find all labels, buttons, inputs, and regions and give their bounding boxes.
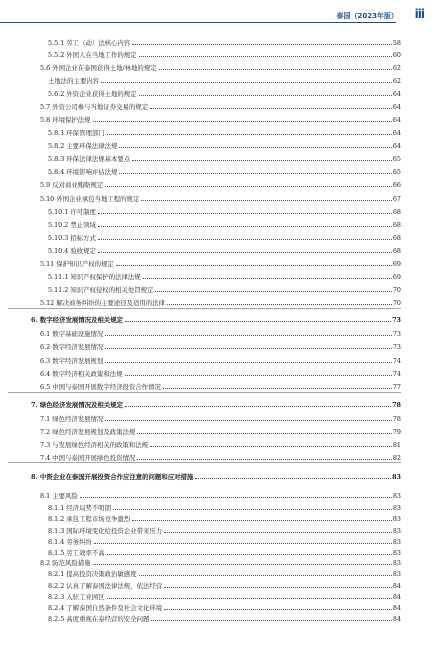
toc-entry-label: 5.12 解决商务纠纷的主要途径及适用的法律 <box>40 299 165 307</box>
toc-entry-label: 5.8.2 主要环保法律法规 <box>48 142 118 150</box>
toc-entry-label: 8.2.4 了解泰国自然条件及社会文化环境 <box>48 604 163 612</box>
dot-leader <box>137 432 392 434</box>
dot-leader <box>164 608 392 610</box>
toc-entry-page: 74 <box>392 370 401 378</box>
toc-entry-page: 66 <box>392 181 401 189</box>
header-rule <box>0 22 396 23</box>
toc-entry[interactable] <box>40 101 401 111</box>
dot-leader <box>105 185 392 187</box>
dot-leader <box>167 303 392 305</box>
toc-entry[interactable] <box>40 381 401 391</box>
toc-entry-page: 62 <box>392 77 401 85</box>
dot-leader <box>80 496 392 498</box>
dot-leader <box>116 264 392 266</box>
toc-entry-label: 8.1 主要风险 <box>40 492 78 500</box>
toc-entry-label: 8.1.3 国际环境变化给投资企业带来压力 <box>48 527 163 535</box>
toc-entry-page: 69 <box>392 273 401 281</box>
page-number: iii <box>414 7 424 21</box>
toc-entry[interactable] <box>40 328 401 338</box>
toc-entry[interactable] <box>48 502 401 512</box>
toc-entry-label: 8.1.1 经济局势不明朗 <box>48 504 112 512</box>
toc-entry-page: 83 <box>392 473 401 481</box>
toc-entry-label: 5.11.2 知识产权侵权的相关处罚规定 <box>48 286 154 294</box>
toc-entry-label: 5.11 保护知识产权的规定 <box>40 260 114 268</box>
toc-entry[interactable] <box>40 413 401 423</box>
dot-leader <box>107 597 392 599</box>
toc-entry-page: 70 <box>392 299 401 307</box>
toc-entry-label: 6.1 数字基础设施情况 <box>40 330 104 338</box>
dot-leader <box>101 81 392 83</box>
toc-entry[interactable] <box>48 232 401 242</box>
dot-leader <box>113 508 392 510</box>
toc-entry-label: 8.1.2 承包工程市场竞争激烈 <box>48 515 131 523</box>
toc-entry-page: 62 <box>392 64 401 72</box>
toc-entry[interactable] <box>48 591 401 601</box>
toc-entry-page: 68 <box>392 208 401 216</box>
dot-leader <box>151 619 391 621</box>
dot-leader <box>119 146 391 148</box>
toc-entry-page: 68 <box>392 234 401 242</box>
toc-entry-page: 65 <box>392 155 401 163</box>
toc-entry[interactable] <box>40 297 401 307</box>
dot-leader <box>159 68 392 70</box>
toc-entry[interactable] <box>48 88 401 98</box>
toc-entry-label: 土地法的主要内容 <box>48 77 100 85</box>
toc-entry[interactable] <box>40 452 401 462</box>
toc-entry-label: 5.8.1 环保管理部门 <box>48 129 105 137</box>
section-divider <box>8 308 401 309</box>
dot-leader <box>107 133 392 135</box>
dot-leader <box>98 212 392 214</box>
toc-entry-page: 64 <box>392 90 401 98</box>
toc-entry[interactable] <box>48 37 401 47</box>
toc-entry-page: 58 <box>392 39 401 47</box>
toc-entry-label: 8.2.5 高度重视在泰经营的安全问题 <box>48 615 150 623</box>
dot-leader <box>125 374 392 376</box>
toc-entry-label: 6.3 数字经济发展规划 <box>40 357 104 365</box>
dot-leader <box>164 586 392 588</box>
toc-entry-page: 73 <box>392 343 401 351</box>
toc-entry-page: 68 <box>392 221 401 229</box>
dot-leader <box>143 277 392 279</box>
document-title: 泰国（2023年版） <box>336 12 398 20</box>
dot-leader <box>137 458 392 460</box>
toc-entry-label: 7.2 绿色经济发展规划及政策法规 <box>40 428 136 436</box>
dot-leader <box>195 477 391 479</box>
toc-entry-label: 5.10.3 招标方式 <box>48 234 96 242</box>
toc-entry-label: 6.4 数字经济相关政策和法规 <box>40 370 123 378</box>
dot-leader <box>150 107 392 109</box>
dot-leader <box>132 159 392 161</box>
dot-leader <box>105 334 392 336</box>
dot-leader <box>125 405 391 407</box>
toc-entry[interactable] <box>40 258 401 268</box>
toc-entry[interactable] <box>48 568 401 578</box>
toc-entry[interactable] <box>48 580 401 590</box>
toc-entry[interactable] <box>40 490 401 500</box>
toc-entry-page: 83 <box>392 570 401 578</box>
dot-leader <box>105 347 392 349</box>
toc-entry-label: 8.2.2 认真了解泰国法律法规，依法经营 <box>48 582 163 590</box>
toc-entry[interactable] <box>40 557 401 567</box>
toc-entry-page: 83 <box>392 527 401 535</box>
toc-entry[interactable] <box>48 219 401 229</box>
toc-entry-page: 64 <box>392 142 401 150</box>
toc-entry-page: 84 <box>392 582 401 590</box>
toc-entry[interactable] <box>40 426 401 436</box>
toc-chapter-entry[interactable] <box>31 314 401 324</box>
toc-entry-label: 6.5 中国与泰国开展数字经济投资合作情况 <box>40 383 161 391</box>
toc-entry-page: 78 <box>392 401 401 409</box>
toc-entry[interactable] <box>48 75 401 85</box>
toc-entry-page: 70 <box>392 286 401 294</box>
toc-entry-label: 7.4 中国与泰国开展绿色投资情况 <box>40 454 136 462</box>
toc-entry-label: 5.10.2 禁止领域 <box>48 221 96 229</box>
dot-leader <box>139 55 392 57</box>
dot-leader <box>119 172 391 174</box>
toc-entry-page: 68 <box>392 247 401 255</box>
toc-entry-label: 5.6 外国企业在泰国获得土地/林地的规定 <box>40 64 157 72</box>
toc-chapter-entry[interactable] <box>31 471 401 481</box>
toc-entry[interactable] <box>48 49 401 59</box>
toc-entry-page: 69 <box>392 260 401 268</box>
toc-entry-page: 64 <box>392 116 401 124</box>
toc-chapter-entry[interactable] <box>31 399 401 409</box>
toc-entry-page: 81 <box>392 441 401 449</box>
toc-entry-label: 5.8.4 环境影响评估法规 <box>48 168 118 176</box>
toc-entry-page: 67 <box>392 195 401 203</box>
toc-entry[interactable] <box>40 355 401 365</box>
toc-entry-page: 83 <box>392 559 401 567</box>
dot-leader <box>93 120 392 122</box>
dot-leader <box>150 445 392 447</box>
section-divider <box>8 392 401 393</box>
toc-entry-page: 77 <box>392 383 401 391</box>
toc-entry-label: 5.8 环境保护法规 <box>40 116 91 124</box>
toc-entry-label: 6.2 数字经济发展情况 <box>40 343 104 351</box>
toc-entry[interactable] <box>48 140 401 150</box>
toc-entry-label: 5.10.4 验收规定 <box>48 247 96 255</box>
toc-entry-page: 64 <box>392 129 401 137</box>
toc-entry[interactable] <box>48 271 401 281</box>
toc-entry[interactable] <box>48 547 401 557</box>
toc-entry-label: 5.9 反对商业贿赂规定 <box>40 181 104 189</box>
toc-entry[interactable] <box>48 525 401 535</box>
toc-entry-page: 73 <box>392 330 401 338</box>
toc-entry[interactable] <box>40 368 401 378</box>
toc-entry-page: 82 <box>392 454 401 462</box>
toc-entry-label: 8.2.1 提高投资决策政治敏感度 <box>48 570 137 578</box>
toc-entry-page: 64 <box>392 103 401 111</box>
toc-entry-page: 84 <box>392 604 401 612</box>
toc-entry[interactable] <box>40 341 401 351</box>
dot-leader <box>139 574 392 576</box>
toc-entry-page: 84 <box>392 615 401 623</box>
toc-entry-label: 5.5.1 劳工（动）法核心内容 <box>48 39 131 47</box>
toc-entry-page: 60 <box>392 51 401 59</box>
toc-entry-page: 79 <box>392 428 401 436</box>
toc-entry[interactable] <box>48 166 401 176</box>
toc-entry[interactable] <box>48 245 401 255</box>
dot-leader <box>98 251 392 253</box>
toc-entry-label: 8.2.3 入驻工业园区 <box>48 593 105 601</box>
toc-entry[interactable] <box>40 114 401 124</box>
toc-entry[interactable] <box>40 179 401 189</box>
toc-entry-label: 7.3 与发展绿色经济相关的政策和法规 <box>40 441 149 449</box>
dot-leader <box>98 225 392 227</box>
toc-entry-label: 5.7 外资公司参与当地证券交易的规定 <box>40 103 149 111</box>
toc-entry-label: 8.1.5 劳工效率不高 <box>48 549 105 557</box>
dot-leader <box>105 419 392 421</box>
toc-entry-page: 65 <box>392 168 401 176</box>
section-divider <box>8 462 401 463</box>
dot-leader <box>155 290 391 292</box>
dot-leader <box>163 387 392 389</box>
toc-entry[interactable] <box>48 206 401 216</box>
toc-entry[interactable] <box>48 127 401 137</box>
toc-entry-label: 8. 中资企业在泰国开展投资合作应注意的问题和应对措施 <box>31 473 194 481</box>
toc-entry[interactable] <box>48 613 401 623</box>
toc-entry-label: 6. 数字经济发展情况及相关规定 <box>31 316 123 324</box>
toc-entry-label: 8.1.4 劳务纠纷 <box>48 538 92 546</box>
toc-entry[interactable] <box>48 602 401 612</box>
dot-leader <box>164 531 392 533</box>
dot-leader <box>139 94 392 96</box>
toc-entry-page: 73 <box>392 316 401 324</box>
toc-entry[interactable] <box>48 536 401 546</box>
toc-entry-page: 84 <box>392 593 401 601</box>
dot-leader <box>105 361 392 363</box>
toc-entry-label: 5.6.2 外资企业获得土地的规定 <box>48 90 137 98</box>
dot-leader <box>98 238 392 240</box>
toc-entry-label: 5.11.1 知识产权保护的法律法规 <box>48 273 141 281</box>
toc-entry[interactable] <box>40 62 401 72</box>
toc-entry[interactable] <box>48 153 401 163</box>
toc-entry[interactable] <box>48 284 401 294</box>
toc-entry-label: 5.10.1 许可制度 <box>48 208 96 216</box>
toc-entry-label: 5.10 外国企业承包当地工程的规定 <box>40 195 140 203</box>
toc-entry-label: 7.1 绿色经济发展情况 <box>40 415 104 423</box>
dot-leader <box>107 553 392 555</box>
toc-entry-page: 78 <box>392 415 401 423</box>
dot-leader <box>132 43 392 45</box>
toc-entry[interactable] <box>40 439 401 449</box>
page-header <box>0 0 432 26</box>
toc-entry-page: 83 <box>392 492 401 500</box>
toc-entry[interactable] <box>48 513 401 523</box>
toc-entry-page: 74 <box>392 357 401 365</box>
toc-entry-label: 5.8.3 环保法律法规基本要点 <box>48 155 131 163</box>
dot-leader <box>94 542 392 544</box>
toc-entry-page: 83 <box>392 504 401 512</box>
dot-leader <box>141 199 392 201</box>
toc-entry-page: 83 <box>392 515 401 523</box>
toc-entry-label: 7. 绿色经济发展情况及相关规定 <box>31 401 123 409</box>
toc-entry-page: 83 <box>392 549 401 557</box>
dot-leader <box>125 320 391 322</box>
toc-entry[interactable] <box>40 193 401 203</box>
toc-entry-page: 83 <box>392 538 401 546</box>
toc-entry-label: 5.5.2 外国人在当地工作的规定 <box>48 51 137 59</box>
toc-entry-label: 8.2 防范风险措施 <box>40 559 91 567</box>
dot-leader <box>93 563 392 565</box>
dot-leader <box>132 519 392 521</box>
